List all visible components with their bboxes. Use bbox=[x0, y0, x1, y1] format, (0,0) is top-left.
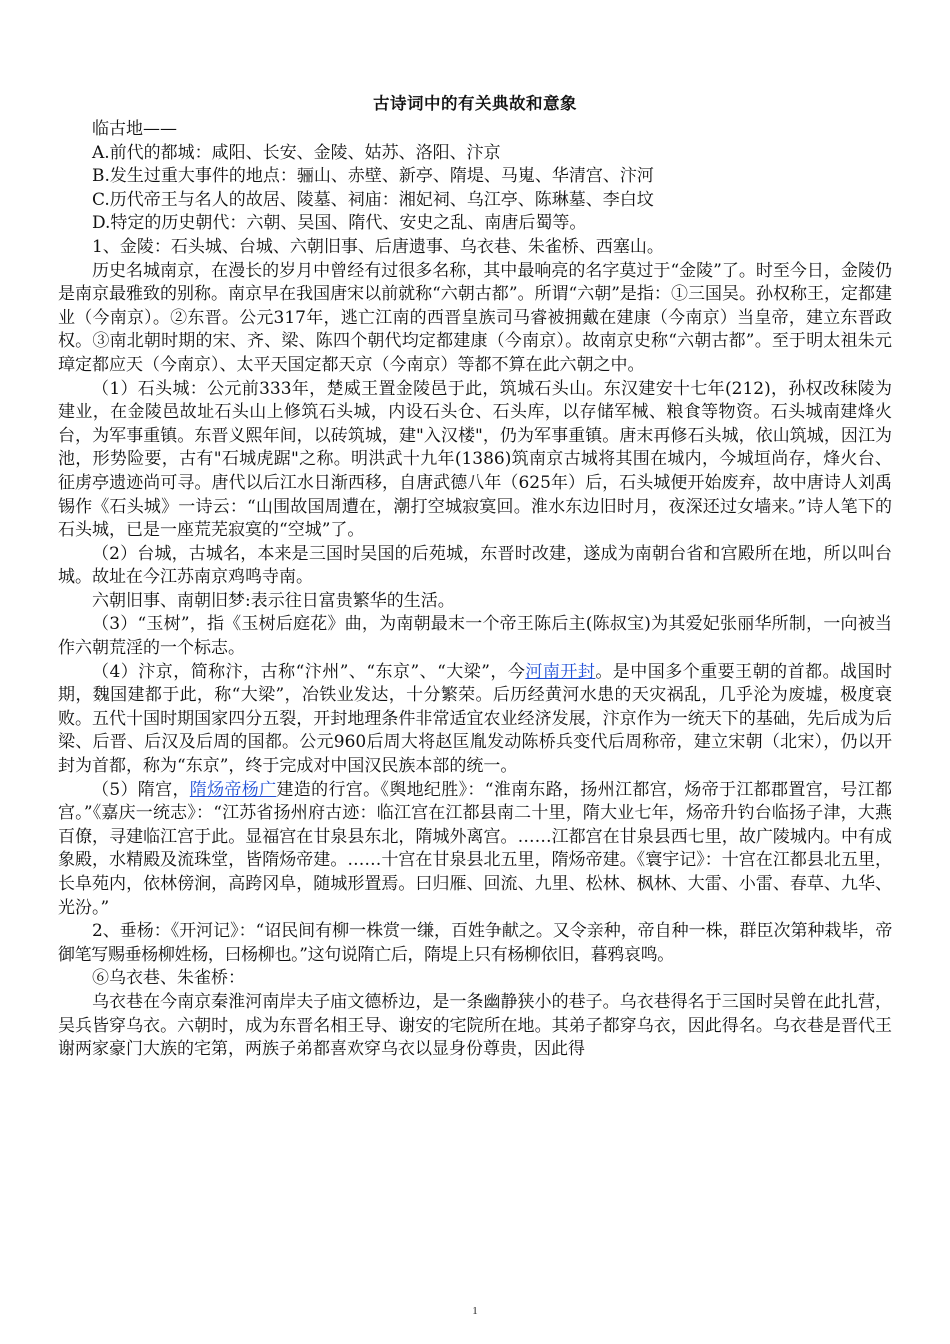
paragraph-text: （5）隋宫， bbox=[92, 779, 190, 800]
paragraph bbox=[58, 260, 892, 378]
paragraph bbox=[58, 967, 892, 991]
paragraph bbox=[58, 590, 892, 614]
paragraph bbox=[58, 661, 892, 779]
paragraph bbox=[58, 165, 892, 189]
paragraph-text: 历史名城南京，在漫长的岁月中曾经有过很多名称，其中最响亮的名字莫过于“金陵”了。时至今日，金陵仍是南京最雅致的别称。南京早在我国唐宋以前就称“六朝古都”。所谓“六朝”是指：①三国吴。孙权称王，定都建业（今南京）。②东晋。公元317年，逃亡江南的西晋皇族司马睿被拥戴在建康（今南京）当皇帝，建立东晋政权。③南北朝时期的宋、齐、梁、陈四个朝代均定都建康（今南京）。故南京史称“六朝古都”。至于明太祖朱元璋定都应天（今南京）、太平天国定都天京（今南京）等都不算在此六朝之中。 bbox=[58, 260, 892, 375]
paragraph-text: 2、垂杨：《开河记》：“诏民间有柳一株赏一缣，百姓争献之。又令亲种，帝自种一株，群臣次第种栽毕，帝御笔写赐垂杨柳姓杨，曰杨柳也。”这句说隋亡后，隋堤上只有杨柳依旧，暮鸦哀鸣。 bbox=[58, 921, 892, 965]
paragraph-text: （2）台城，古城名，本来是三国时吴国的后苑城，东晋时改建，遂成为南朝台省和宫殿所在地，所以叫台城。故址在今江苏南京鸡鸣寺南。 bbox=[58, 543, 892, 588]
paragraph-text: 临古地—— bbox=[92, 119, 177, 139]
paragraph bbox=[58, 378, 892, 543]
paragraph bbox=[58, 920, 892, 967]
paragraph-text: 建造的行宫。《舆地纪胜》：“淮南东路，扬州江都宫，炀帝于江都郡置宫，号江都宫。”《嘉庆一统志》：“江苏省扬州府古迹：临江宫在江都县南二十里，隋大业七年，炀帝升钓台临扬子津，大燕百僚，寻建临江宫于此。显福宫在甘泉县东北，隋城外离宫。……江都宫在甘泉县西七里，故广陵城内。中有成象殿，水精殿及流珠堂，皆隋炀帝建。……十宫在甘泉县北五里，隋炀帝建。《寰宇记》：十宫在江都县北五里，长阜苑内，依林傍涧，高跨冈阜，随城形置焉。曰归雁、回流、九里、松林、枫林、大雷、小雷、春草、九华、光汾。” bbox=[58, 779, 892, 918]
paragraph-text: （1）石头城：公元前333年，楚威王置金陵邑于此，筑城石头山。东汉建安十七年(212)，孙权改秣陵为建业，在金陵邑故址石头山上修筑石头城，内设石头仓、石头库，以存储军械、粮食等物资。石头城南建烽火台，为军事重镇。东晋义熙年间，以砖筑城，建"入汉楼"，仍为军事重镇。唐末再修石头城，依山筑城，因江为池，形势险要，古有"石城虎踞"之称。明洪武十九年(1386)筑南京古城将其围在城内，今城垣尚存，烽火台、征虏亭遗迹尚可寻。唐代以后江水日渐西移，自唐武德八年（625年）后，石头城便开始废弃，故中唐诗人刘禹锡作《石头城》一诗云：“山围故国周遭在，潮打空城寂寞回。淮水东边旧时月，夜深还过女墙来。”诗人笔下的石头城，已是一座荒芜寂寞的“空城”了。 bbox=[58, 378, 892, 541]
paragraph-text: 六朝旧事、南朝旧梦:表示往日富贵繁华的生活。 bbox=[92, 590, 455, 611]
paragraph bbox=[58, 212, 892, 236]
paragraph bbox=[58, 189, 892, 213]
paragraph-text: （3）“玉树”，指《玉树后庭花》曲，为南朝最末一个帝王陈后主(陈叔宝)为其爱妃张丽华所制，一向被当作六朝荒淫的一个标志。 bbox=[58, 614, 892, 659]
paragraph bbox=[58, 779, 892, 921]
paragraph bbox=[58, 543, 892, 590]
paragraph-text: B.发生过重大事件的地点：骊山、赤壁、新亭、隋堤、马嵬、华清宫、汴河 bbox=[92, 166, 654, 187]
paragraph-text: 乌衣巷在今南京秦淮河南岸夫子庙文德桥边，是一条幽静狭小的巷子。乌衣巷得名于三国时吴曾在此扎营，吴兵皆穿乌衣。六朝时，成为东晋名相王导、谢安的宅院所在地。其弟子都穿乌衣，因此得名。乌衣巷是晋代王谢两家豪门大族的宅第，两族子弟都喜欢穿乌衣以显身份尊贵，因此得 bbox=[58, 991, 892, 1060]
paragraph bbox=[58, 142, 892, 166]
paragraph bbox=[58, 613, 892, 660]
paragraph bbox=[58, 236, 892, 260]
paragraph bbox=[58, 118, 892, 142]
document-title: 古诗词中的有关典故和意象 bbox=[373, 94, 577, 113]
paragraph-text: 1、金陵：石头城、台城、六朝旧事、后唐遗事、乌衣巷、朱雀桥、西塞山。 bbox=[92, 236, 664, 257]
document-body bbox=[58, 118, 892, 1062]
paragraph-text: C.历代帝王与名人的故居、陵墓、祠庙：湘妃祠、乌江亭、陈琳墓、李白坟 bbox=[92, 189, 654, 210]
paragraph bbox=[58, 991, 892, 1062]
hyperlink[interactable]: 隋炀帝杨广 bbox=[189, 779, 277, 800]
paragraph-text: D.特定的历史朝代：六朝、吴国、隋代、安史之乱、南唐后蜀等。 bbox=[92, 213, 587, 234]
paragraph-text: A.前代的都城：咸阳、长安、金陵、姑苏、洛阳、汴京 bbox=[92, 142, 501, 163]
hyperlink[interactable]: 河南开封 bbox=[525, 661, 596, 682]
paragraph-text: （4）汴京，简称汴，古称“汴州”、“东京”、“大梁”，今 bbox=[92, 661, 526, 682]
page-number: 1 bbox=[472, 1305, 478, 1317]
paragraph-text: ⑥乌衣巷、朱雀桥： bbox=[92, 968, 245, 989]
paragraph-text: 。是中国多个重要王朝的首都。战国时期，魏国建都于此，称“大梁”，冶铁业发达，十分繁荣。后历经黄河水患的天灾祸乱，几乎沦为废墟，极度衰败。五代十国时期国家四分五裂，开封地理条件非常适宜农业经济发展，汴京作为一统天下的基础，先后成为后梁、后晋、后汉及后周的国都。公元960后周大将赵匡胤发动陈桥兵变代后周称帝，建立宋朝（北宋），仍以开封为首都，称为“东京”，终于完成对中国汉民族本部的统一。 bbox=[58, 661, 893, 777]
